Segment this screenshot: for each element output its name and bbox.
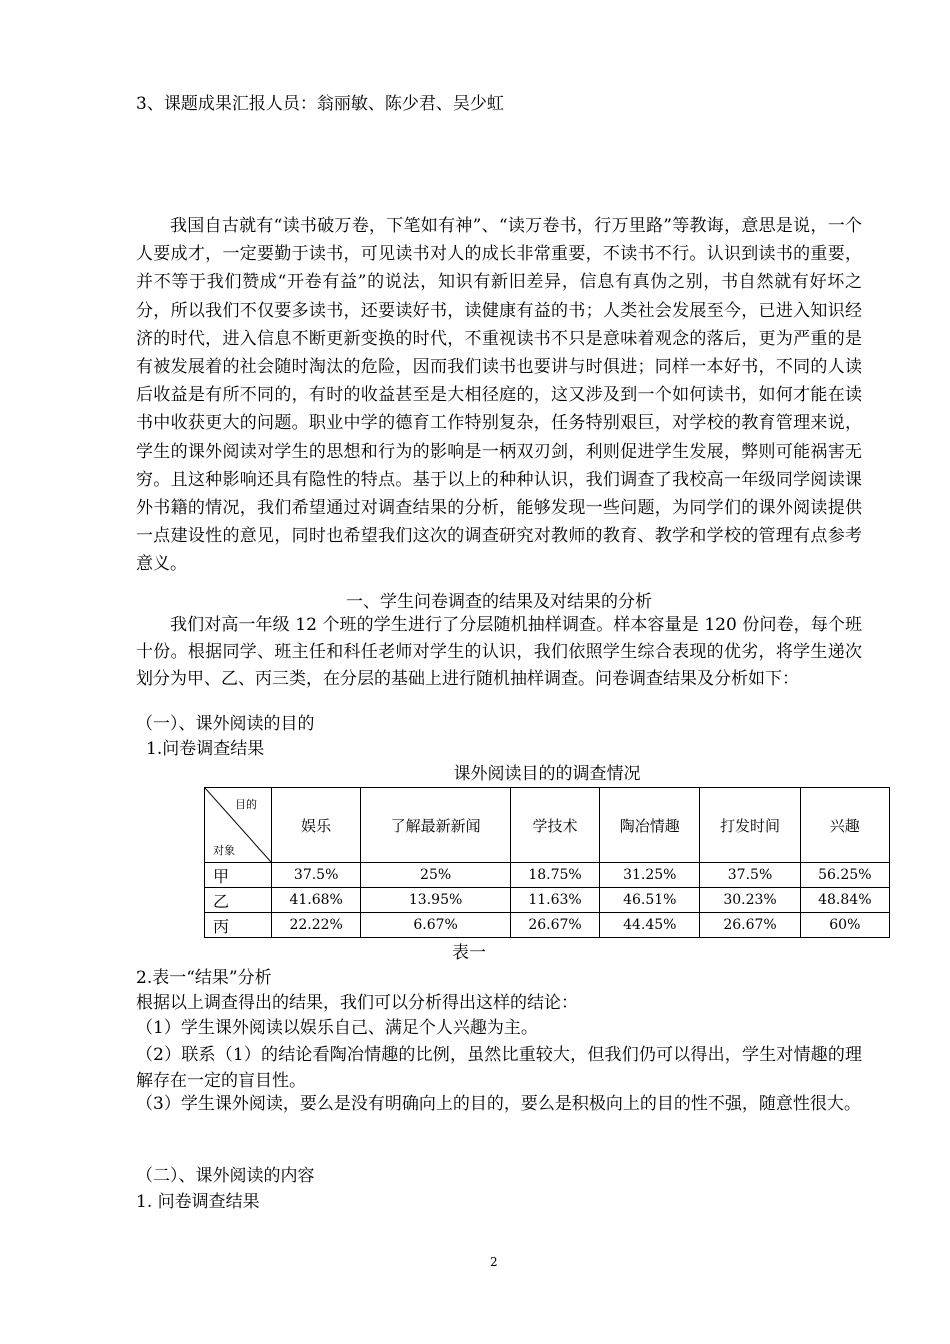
- table-cell: 25%: [361, 863, 511, 888]
- sub2-item1: 1. 问卷调查结果: [136, 1192, 260, 1212]
- report-members-line: 3、课题成果汇报人员：翁丽敏、陈少君、吴少虹: [136, 94, 504, 114]
- header-cell: 了解最新新闻: [361, 788, 511, 863]
- table-label: 表一: [452, 943, 486, 963]
- page-number: 2: [490, 1255, 498, 1269]
- table-cell: 37.5%: [272, 863, 361, 888]
- conclusion-2: （2）联系（1）的结论看陶冶情趣的比例，虽然比重较大，但我们仍可以得出，学生对情趣的理解存在一定的盲目性。: [136, 1045, 862, 1091]
- corner-bottom-label: 对象: [213, 844, 235, 857]
- header-cell: 陶冶情趣: [600, 788, 700, 863]
- table-caption: 课外阅读目的的调查情况: [453, 764, 641, 784]
- header-cell: 兴趣: [800, 788, 889, 863]
- table-cell: 18.75%: [510, 863, 599, 888]
- row-label: 乙: [205, 888, 272, 913]
- conclusion-3: （3）学生课外阅读，要么是没有明确向上的目的，要么是积极向上的目的性不强，随意性很大。: [136, 1094, 861, 1114]
- table-cell: 31.25%: [600, 863, 700, 888]
- table-cell: 60%: [800, 913, 889, 938]
- table-cell: 44.45%: [600, 913, 700, 938]
- table-row: [205, 863, 890, 888]
- table-cell: 6.67%: [361, 913, 511, 938]
- table-cell: 48.84%: [800, 888, 889, 913]
- header-cell: 打发时间: [700, 788, 800, 863]
- analysis-title: 2.表一“结果”分析: [136, 968, 272, 988]
- section1-paragraph: 我们对高一年级 12 个班的学生进行了分层随机抽样调查。样本容量是 120 份问卷，每个班十份。根据同学、班主任和科任老师对学生的认识，我们依照学生综合表现的优劣，将学生递次划分为甲、乙、丙三类，在分层的基础上进行随机抽样调查。问卷调查结果及分析如下：: [136, 615, 862, 689]
- section1-title: 一、学生问卷调查的结果及对结果的分析: [346, 592, 652, 612]
- table-cell: 22.22%: [272, 913, 361, 938]
- sub1-item1: 1.问卷调查结果: [146, 739, 265, 759]
- reading-purpose-table: [204, 787, 890, 938]
- sub2-title: （二）、课外阅读的内容: [136, 1166, 315, 1186]
- table-cell: 46.51%: [600, 888, 700, 913]
- row-label: 丙: [205, 913, 272, 938]
- conclusion-1: （1）学生课外阅读以娱乐自己、满足个人兴趣为主。: [136, 1018, 538, 1038]
- table-cell: 37.5%: [700, 863, 800, 888]
- table-cell: 30.23%: [700, 888, 800, 913]
- table-header-row: [205, 788, 890, 863]
- header-cell: 学技术: [510, 788, 599, 863]
- table-cell: 56.25%: [800, 863, 889, 888]
- table-cell: 26.67%: [510, 913, 599, 938]
- row-label: 甲: [205, 863, 272, 888]
- table-row: [205, 888, 890, 913]
- analysis-intro: 根据以上调查得出的结果，我们可以分析得出这样的结论：: [136, 993, 578, 1013]
- table-cell: 41.68%: [272, 888, 361, 913]
- corner-top-label: 目的: [235, 798, 257, 811]
- table-cell: 26.67%: [700, 913, 800, 938]
- intro-paragraph: 我国自古就有“读书破万卷，下笔如有神”、“读万卷书，行万里路”等教诲，意思是说，一个人要成才，一定要勤于读书，可见读书对人的成长非常重要，不读书不行。认识到读书的重要，并不等于我们赞成“开卷有益”的说法，知识有新旧差异，信息有真伪之别，书自然就有好坏之分，所以我们不仅要多读书，还要读好书，读健康有益的书；人类社会发展至今，已进入知识经济的时代，进入信息不断更新变换的时代，不重视读书不只是意味着观念的落后，更为严重的是有被发展着的社会随时淘汰的危险，因而我们读书也要讲与时俱进；同样一本好书，不同的人读后收益是有所不同的，有时的收益甚至是大相径庭的，这又涉及到一个如何读书，如何才能在读书中收获更大的问题。职业中学的德育工作特别复杂，任务特别艰巨，对学校的教育管理来说，学生的课外阅读对学生的思想和行为的影响是一柄双刃剑，利则促进学生发展，弊则可能祸害无穷。且这种影响还具有隐性的特点。基于以上的种种认识，我们调查了我校高一年级同学阅读课外书籍的情况，我们希望通过对调查结果的分析，能够发现一些问题，为同学们的课外阅读提供一点建设性的意见，同时也希望我们这次的调查研究对教师的教育、教学和学校的管理有点参考意义。: [136, 216, 862, 575]
- corner-cell: [205, 788, 272, 863]
- table-row: [205, 913, 890, 938]
- table-cell: 11.63%: [510, 888, 599, 913]
- table-cell: 13.95%: [361, 888, 511, 913]
- sub1-title: （一）、课外阅读的目的: [136, 714, 315, 734]
- header-cell: 娱乐: [272, 788, 361, 863]
